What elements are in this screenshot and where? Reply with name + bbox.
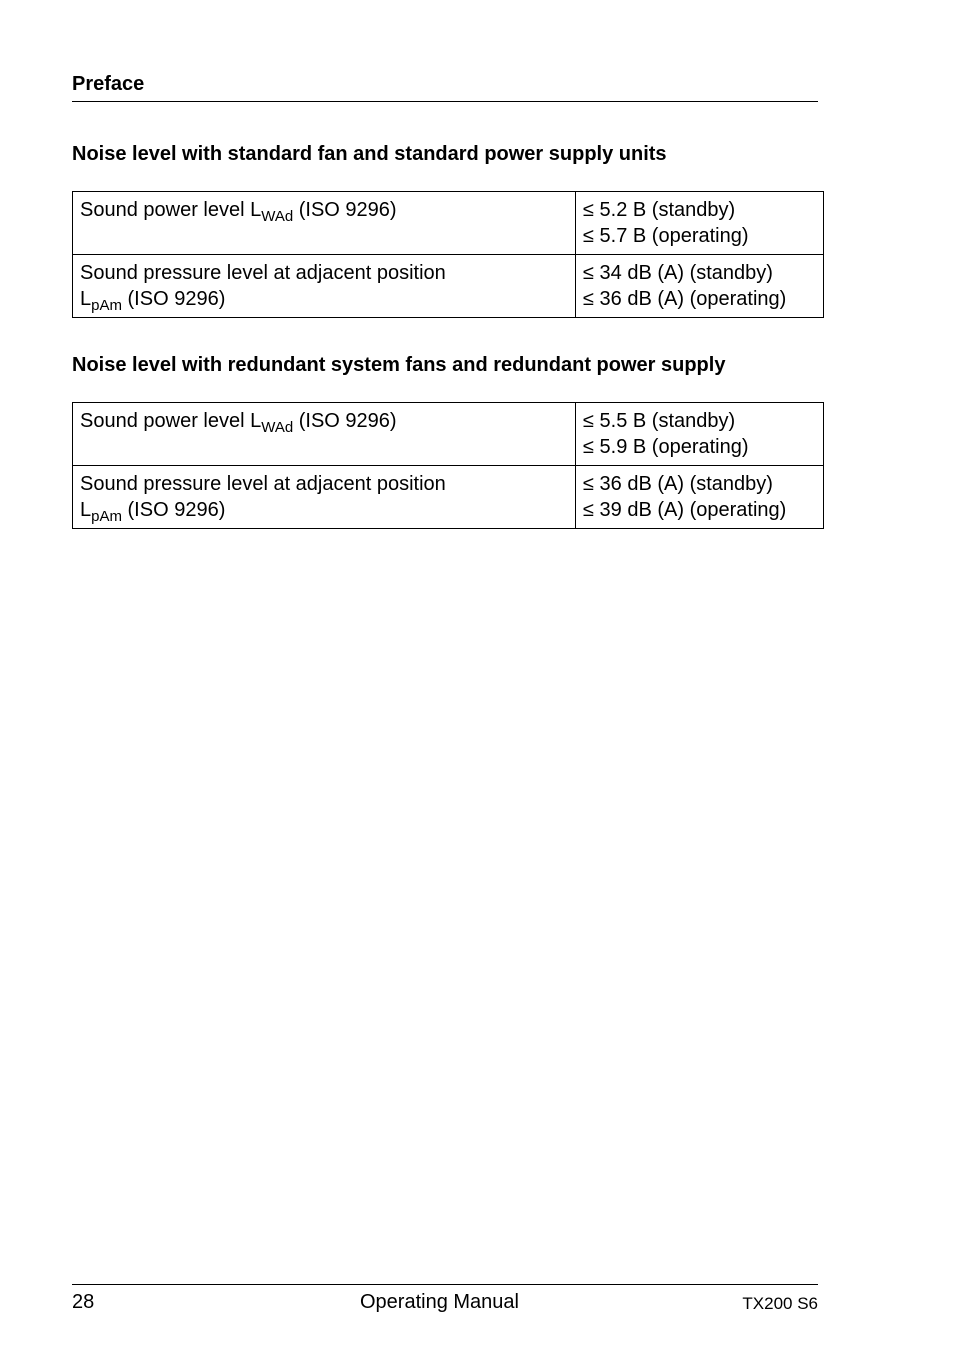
value-operating: ≤ 39 dB (A) (operating) bbox=[583, 499, 787, 521]
noise-table-standard bbox=[72, 191, 824, 318]
value-standby: ≤ 34 dB (A) (standby) bbox=[583, 262, 773, 284]
value-operating: ≤ 36 dB (A) (operating) bbox=[583, 288, 787, 310]
table-cell-value bbox=[576, 466, 824, 529]
label-line: Sound power level $L_{WAd}$ (ISO 9296) bbox=[80, 199, 397, 225]
noise-table-redundant bbox=[72, 402, 824, 529]
table-row bbox=[73, 403, 824, 466]
value-standby: ≤ 5.2 B (standby) bbox=[583, 199, 736, 221]
table-row bbox=[73, 192, 824, 255]
page-footer bbox=[72, 1284, 818, 1325]
label-line: Sound power level $L_{WAd}$ (ISO 9296) bbox=[80, 410, 397, 436]
table-row bbox=[73, 466, 824, 529]
manual-title: Operating Manual bbox=[360, 1291, 519, 1313]
label-line: $L_{pAm}$ (ISO 9296) bbox=[80, 499, 226, 525]
header-title: Preface bbox=[72, 73, 145, 95]
label-line: Sound pressure level at adjacent position bbox=[80, 473, 446, 495]
page-number: 28 bbox=[72, 1291, 95, 1313]
label-line: $L_{pAm}$ (ISO 9296) bbox=[80, 288, 226, 314]
table-cell-value bbox=[576, 192, 824, 255]
table-cell-label bbox=[73, 192, 576, 255]
table-row bbox=[73, 255, 824, 318]
value-standby: ≤ 5.5 B (standby) bbox=[583, 410, 736, 432]
model-name: TX200 S6 bbox=[742, 1294, 818, 1313]
value-operating: ≤ 5.9 B (operating) bbox=[583, 436, 749, 458]
page-header bbox=[72, 72, 818, 102]
table-cell-label bbox=[73, 466, 576, 529]
value-operating: ≤ 5.7 B (operating) bbox=[583, 225, 749, 247]
value-standby: ≤ 36 dB (A) (standby) bbox=[583, 473, 773, 495]
table-cell-value bbox=[576, 403, 824, 466]
label-line: Sound pressure level at adjacent position bbox=[80, 262, 446, 284]
table-cell-value bbox=[576, 255, 824, 318]
section-heading-standard: Noise level with standard fan and standard power supply units bbox=[72, 143, 667, 165]
table-cell-label bbox=[73, 403, 576, 466]
table-cell-label bbox=[73, 255, 576, 318]
section-heading-redundant: Noise level with redundant system fans and redundant power supply bbox=[72, 354, 726, 376]
